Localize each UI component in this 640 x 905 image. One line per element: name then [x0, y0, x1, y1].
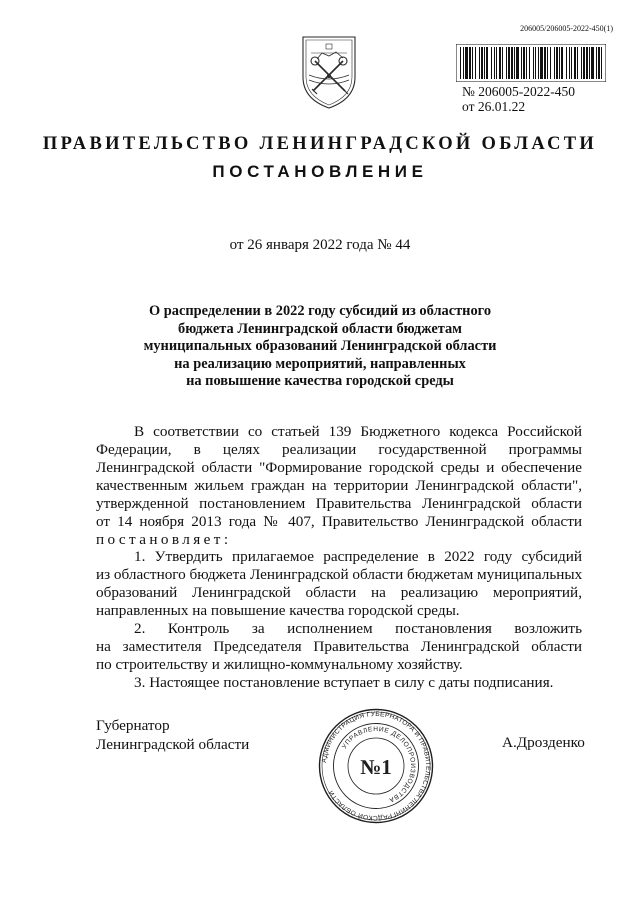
- subject-line: на повышение качества городской среды: [186, 373, 454, 390]
- body-line: на заместителя Председателя Правительства Ленинградской области: [96, 638, 582, 655]
- subject-line: муниципальных образований Ленинградской области: [143, 338, 497, 355]
- subject-line: О распределении в 2022 году субсидий из областного: [148, 303, 492, 319]
- document-type: ПОСТАНОВЛЕНИЕ: [212, 162, 428, 181]
- government-title: ПРАВИТЕЛЬСТВО ЛЕНИНГРАДСКОЙ ОБЛАСТИ: [42, 134, 598, 154]
- signatory-position: [96, 716, 249, 754]
- signatory-position-line: Ленинградской области: [96, 736, 250, 753]
- registration-date: от 26.01.22: [462, 99, 526, 114]
- seal-number: №1: [360, 755, 392, 779]
- seal-inner-text: УПРАВЛЕНИЕ ДЕЛОПРОИЗВОДСТВА: [341, 725, 417, 804]
- body-line: направленных на повышение качества городской среды.: [96, 602, 460, 619]
- body-line: Федерации, в целях реализации государственной программы: [96, 441, 582, 458]
- seal-outer-text: АДМИНИСТРАЦИЯ ГУБЕРНАТОРА И ПРАВИТЕЛЬСТВА ЛЕНИНГРАДСКОЙ ОБЛАСТИ: [321, 710, 432, 822]
- body-line: качественным жильем граждан на территории Ленинградской области",: [96, 477, 582, 494]
- body-line: В соответствии со статьей 139 Бюджетного кодекса Российской: [134, 423, 582, 440]
- subject-line: на реализацию мероприятий, направленных: [174, 355, 466, 372]
- decree-subject: [120, 303, 520, 391]
- decree-date-number: от 26 января 2022 года № 44: [229, 237, 411, 253]
- signatory-name: А.Дрозденко: [502, 734, 585, 751]
- coat-of-arms-icon: [293, 31, 365, 111]
- body-line: по строительству и жилищно-коммунальному хозяйству.: [96, 656, 463, 673]
- body-line: Ленинградской области "Формирование городской среды и обеспечение: [96, 459, 582, 476]
- body-line: 3. Настоящее постановление вступает в силу с даты подписания.: [134, 674, 554, 691]
- reference-code: 206005/206005-2022-450(1): [520, 24, 613, 33]
- body-line: образований Ленинградской области на реализацию мероприятий,: [96, 584, 582, 601]
- signatory-position-line: Губернатор: [96, 717, 170, 734]
- body-line: от 14 ноября 2013 года № 407, Правительство Ленинградской области: [96, 513, 582, 530]
- barcode: [456, 44, 606, 82]
- registration-number: № 206005-2022-450: [462, 84, 575, 99]
- official-seal: [318, 708, 434, 824]
- body-line: 2. Контроль за исполнением постановления возложить: [134, 620, 582, 637]
- subject-line: бюджета Ленинградской области бюджетам: [178, 320, 462, 337]
- body-line: из областного бюджета Ленинградской области бюджетам муниципальных: [96, 566, 583, 583]
- body-line: 1. Утвердить прилагаемое распределение в 2022 году субсидий: [134, 548, 582, 565]
- body-line: постановляет:: [96, 531, 232, 548]
- body-line: утвержденной постановлением Правительства Ленинградской области: [96, 495, 582, 512]
